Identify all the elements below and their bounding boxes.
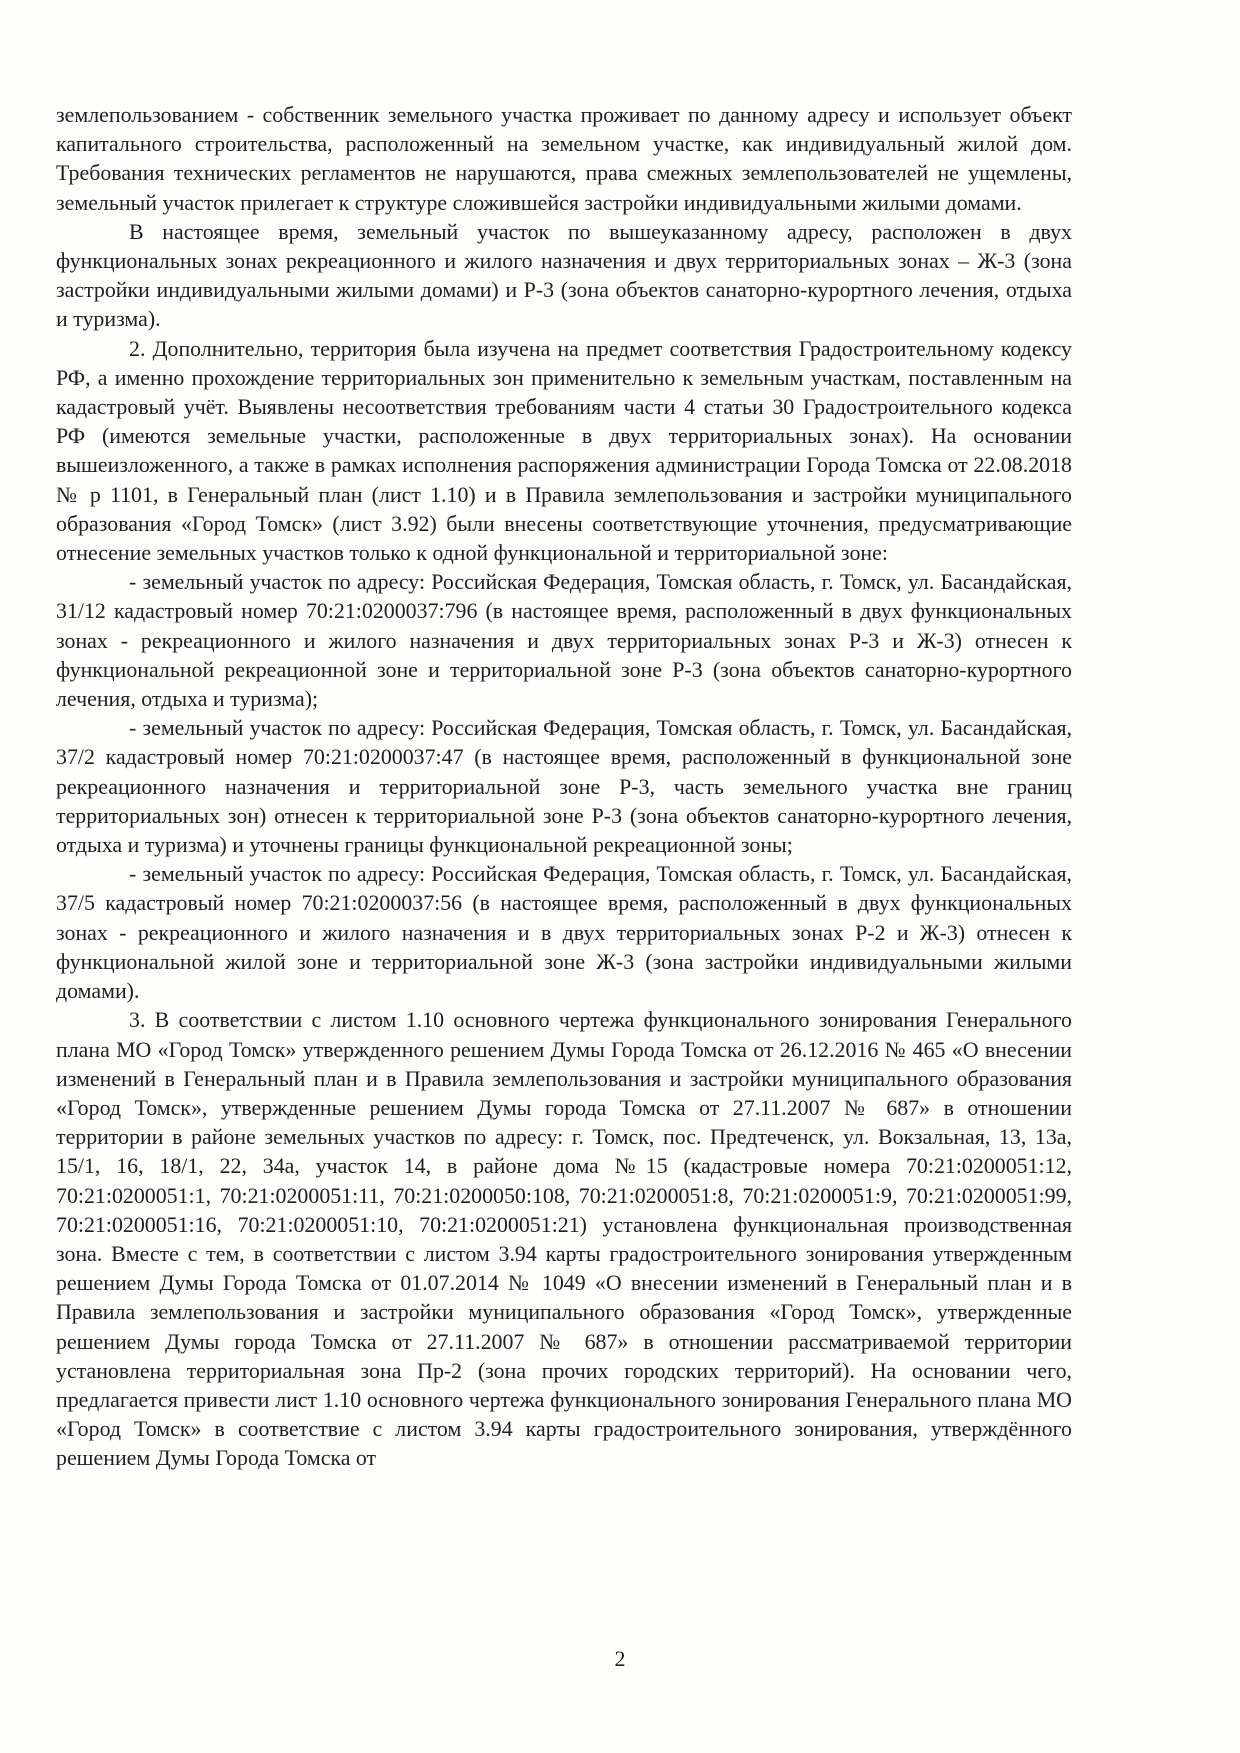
page-number: 2 (614, 1646, 626, 1671)
paragraph-item-3: 3. В соответствии с листом 1.10 основного чертежа функционального зонирования Генерального плана МО «Город Томск» утвержденного решением Думы Города Томска от 26.12.2016 № 465 «О внесении изменений в Генеральный план и в Правила землепользования и застройки муниципального образования «Город Томск», утвержденные решением Думы города Томска от 27.11.2007 № 687» в отношении территории в районе земельных участков по адресу: г. Томск, пос. Предтеченск, ул. Вокзальная, 13, 13а, 15/1, 16, 18/1, 22, 34а, участок 14, в районе дома №15 (кадастровые номера 70:21:0200051:12, 70:21:0200051:1, 70:21:0200051:11, 70:21:0200050:108, 70:21:0200051:8, 70:21:0200051:9, 70:21:0200051:99, 70:21:0200051:16, 70:21:0200051:10, 70:21:0200051:21) установлена функциональная производственная зона. Вместе с тем, в соответствии с листом 3.94 карты градостроительного зонирования утвержденным решением Думы Города Томска от 01.07.2014 № 1049 «О внесении изменений в Генеральный план и в Правила землепользования и застройки муниципального образования «Город Томск», утвержденные решением Думы города Томска от 27.11.2007 № 687» в отношении рассматриваемой территории установлена территориальная зона Пр-2 (зона прочих городских территорий). На основании чего, предлагается привести лист 1.10 основного чертежа функционального зонирования Генерального плана МО «Город Томск» в соответствие с листом 3.94 карты градостроительного зонирования, утверждённого решением Думы Города Томска от (56, 1007, 1072, 1471)
document-page (56, 100, 1072, 1473)
list-item-basandayskaya-37-5: - земельный участок по адресу: Российская Федерация, Томская область, г. Томск, ул. Басандайская, 37/5 кадастровый номер 70:21:0200037:56 (в настоящее время, расположенный в двух функциональных зонах - рекреационного и жилого назначения и в двух территориальных зонах Р-2 и Ж-3) отнесен к функциональной жилой зоне и территориальной зоне Ж-3 (зона застройки индивидуальными жилыми домами). (56, 861, 1072, 1004)
paragraph-continuation: землепользованием - собственник земельного участка проживает по данному адресу и использует объект капитального строительства, расположенный на земельном участке, как индивидуальный жилой дом. Требования технических регламентов не нарушаются, права смежных землепользователей не ущемлены, земельный участок прилегает к структуре сложившейся застройки индивидуальными жилыми домами. (56, 102, 1072, 215)
list-item-basandayskaya-31-12: - земельный участок по адресу: Российская Федерация, Томская область, г. Томск, ул. Басандайская, 31/12 кадастровый номер 70:21:0200037:796 (в настоящее время, расположенный в двух функциональных зонах - рекреационного и жилого назначения и двух территориальных зонах Р-3 и Ж-3) отнесен к функциональной рекреационной зоне и территориальной зоне Р-3 (зона объектов санаторно-курортного лечения, отдыха и туризма); (56, 569, 1072, 712)
paragraph-current-zones: В настоящее время, земельный участок по вышеуказанному адресу, расположен в двух функциональных зонах рекреационного и жилого назначения и двух территориальных зонах – Ж-3 (зона застройки индивидуальными жилыми домами) и Р-3 (зона объектов санаторно-курортного лечения, отдыха и туризма). (56, 218, 1072, 332)
list-item-basandayskaya-37-2: - земельный участок по адресу: Российская Федерация, Томская область, г. Томск, ул. Басандайская, 37/2 кадастровый номер 70:21:0200037:47 (в настоящее время, расположенный в функциональной зоне рекреационного назначения и территориальной зоне Р-3, часть земельного участка вне границ территориальных зон) отнесен к территориальной зоне Р-3 (зона объектов санаторно-курортного лечения, отдыха и туризма) и уточнены границы функциональной рекреационной зоны; (56, 715, 1072, 858)
paragraph-item-2: 2. Дополнительно, территория была изучена на предмет соответствия Градостроительному кодексу РФ, а именно прохождение территориальных зон применительно к земельным участкам, поставленным на кадастровый учёт. Выявлены несоответствия требованиям части 4 статьи 30 Градостроительного кодекса РФ (имеются земельные участки, расположенные в двух территориальных зонах). На основании вышеизложенного, а также в рамках исполнения распоряжения администрации Города Томска от 22.08.2018 № р 1101, в Генеральный план (лист 1.10) и в Правила землепользования и застройки муниципального образования «Город Томск» (лист 3.92) были внесены соответствующие уточнения, предусматривающие отнесение земельных участков только к одной функциональной и территориальной зоне: (56, 335, 1072, 566)
